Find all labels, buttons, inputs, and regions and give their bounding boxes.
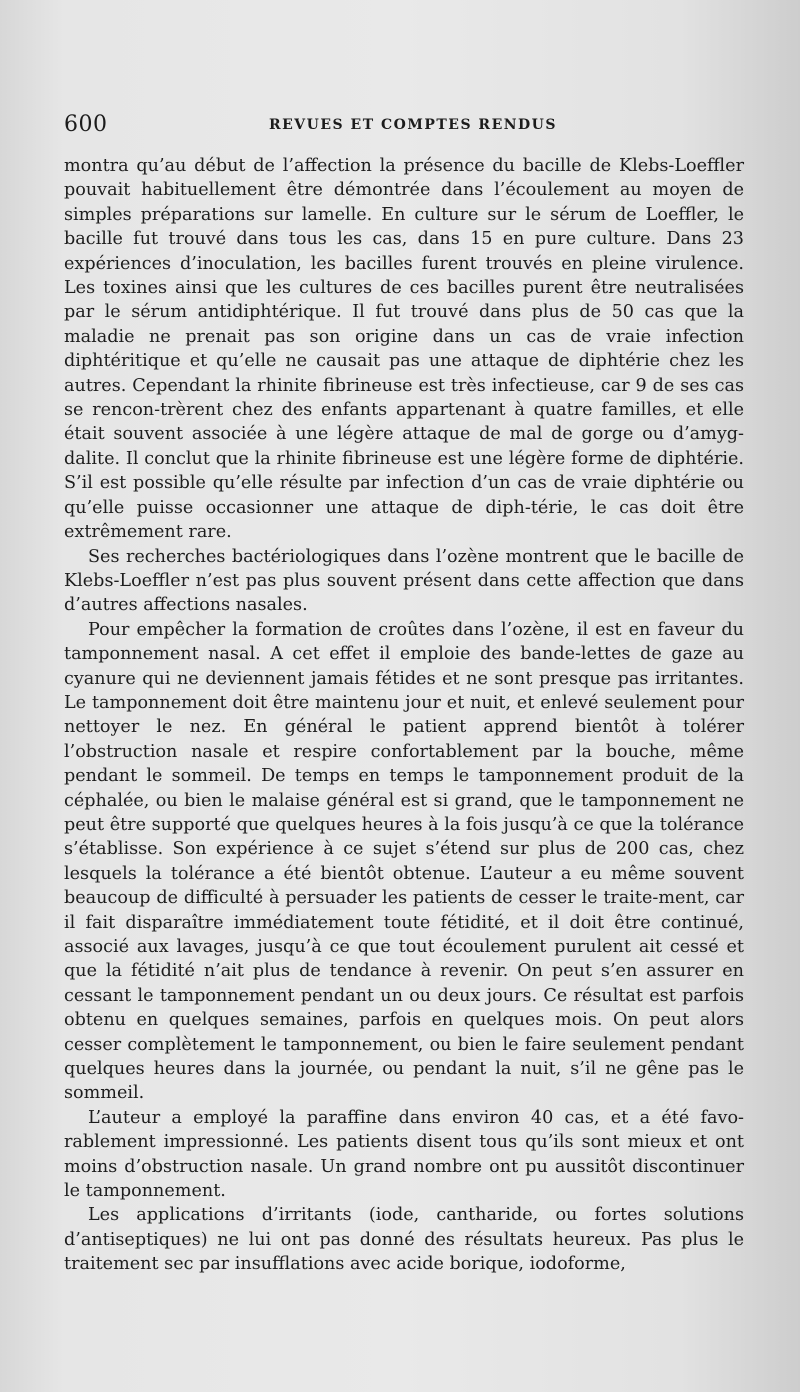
running-title: REVUES ET COMPTES RENDUS — [269, 117, 557, 133]
body-text — [64, 154, 744, 1277]
paragraph-irritants: Les applications d’irritants (iode, cantharide, ou fortes solutions d’antiseptiques) ne lui ont pas donné des résultats heureux. Pas plus le traitement sec par insufflations avec acide borique, iodoforme, — [64, 1205, 744, 1275]
paragraph-continuation: montra qu’au début de l’affection la présence du bacille de Klebs-Loeffler pouvait habituellement être démontrée dans l’écoulement au moyen de simples préparations sur lamelle. En culture sur le sérum de Loeffler, le bacille fut trouvé dans tous les cas, dans 15 en pure culture. Dans 23 expériences d’inoculation, les bacilles furent trouvés en pleine virulence. Les toxines ainsi que les cultures de ces bacilles purent être neutralisées par le sérum antidiphtérique. Il fut trouvé dans plus de 50 cas que la maladie ne prenait pas son origine dans un cas de vraie infection diphtéritique et qu’elle ne causait pas une attaque de diphtérie chez les autres. Cependant la rhinite fibrineuse est très infectieuse, car 9 de ses cas se rencon-trèrent chez des enfants appartenant à quatre familles, et elle était souvent associée à une légère attaque de mal de gorge ou d’amyg-dalite. Il conclut que la rhinite fibrineuse est une légère forme de diphtérie. S’il est possible qu’elle résulte par infection d’un cas de vraie diphtérie ou qu’elle puisse occasionner une attaque de diph-térie, le cas doit être extrêmement rare. — [64, 156, 744, 543]
page-header — [64, 110, 744, 140]
paragraph-ozene-bacteriology: Ses recherches bactériologiques dans l’ozène montrent que le bacille de Klebs-Loeffler n’est pas plus souvent présent dans cette affection que dans d’autres affections nasales. — [64, 546, 744, 616]
paragraph-tamponnement: Pour empêcher la formation de croûtes dans l’ozène, il est en faveur du tamponnement nasal. A cet effet il emploie des bande-lettes de gaze au cyanure qui ne deviennent jamais fétides et ne sont presque pas irritantes. Le tamponnement doit être maintenu jour et nuit, et enlevé seulement pour nettoyer le nez. En général le patient apprend bientôt à tolérer l’obstruction nasale et respire confortablement par la bouche, même pendant le sommeil. De temps en temps le tamponnement produit de la céphalée, ou bien le malaise général est si grand, que le tamponnement ne peut être supporté que quelques heures à la fois jusqu’à ce que la tolérance s’établisse. Son expérience à ce sujet s’étend sur plus de 200 cas, chez lesquels la tolérance a été bientôt obtenue. L’auteur a eu même souvent beaucoup de difficulté à persuader les patients de cesser le traite-ment, car il fait disparaître immédiatement toute fétidité, et il doit être continué, associé aux lavages, jusqu’à ce que tout écoulement purulent ait cessé et que la fétidité n’ait plus de tendance à revenir. On peut s’en assurer en cessant le tamponnement pendant un ou deux jours. Ce résultat est parfois obtenu en quelques semaines, parfois en quelques mois. On peut alors cesser complètement le tamponnement, ou bien le faire seulement pendant quelques heures dans la journée, ou pendant la nuit, s’il ne gêne pas le sommeil. — [64, 619, 744, 1104]
paragraph-paraffine: L’auteur a employé la paraffine dans environ 40 cas, et a été favo-rablement impressionné. Les patients disent tous qu’ils sont mieux et ont moins d’obstruction nasale. Un grand nombre ont pu aussitôt discontinuer le tamponnement. — [64, 1107, 744, 1202]
page-number: 600 — [64, 112, 108, 137]
